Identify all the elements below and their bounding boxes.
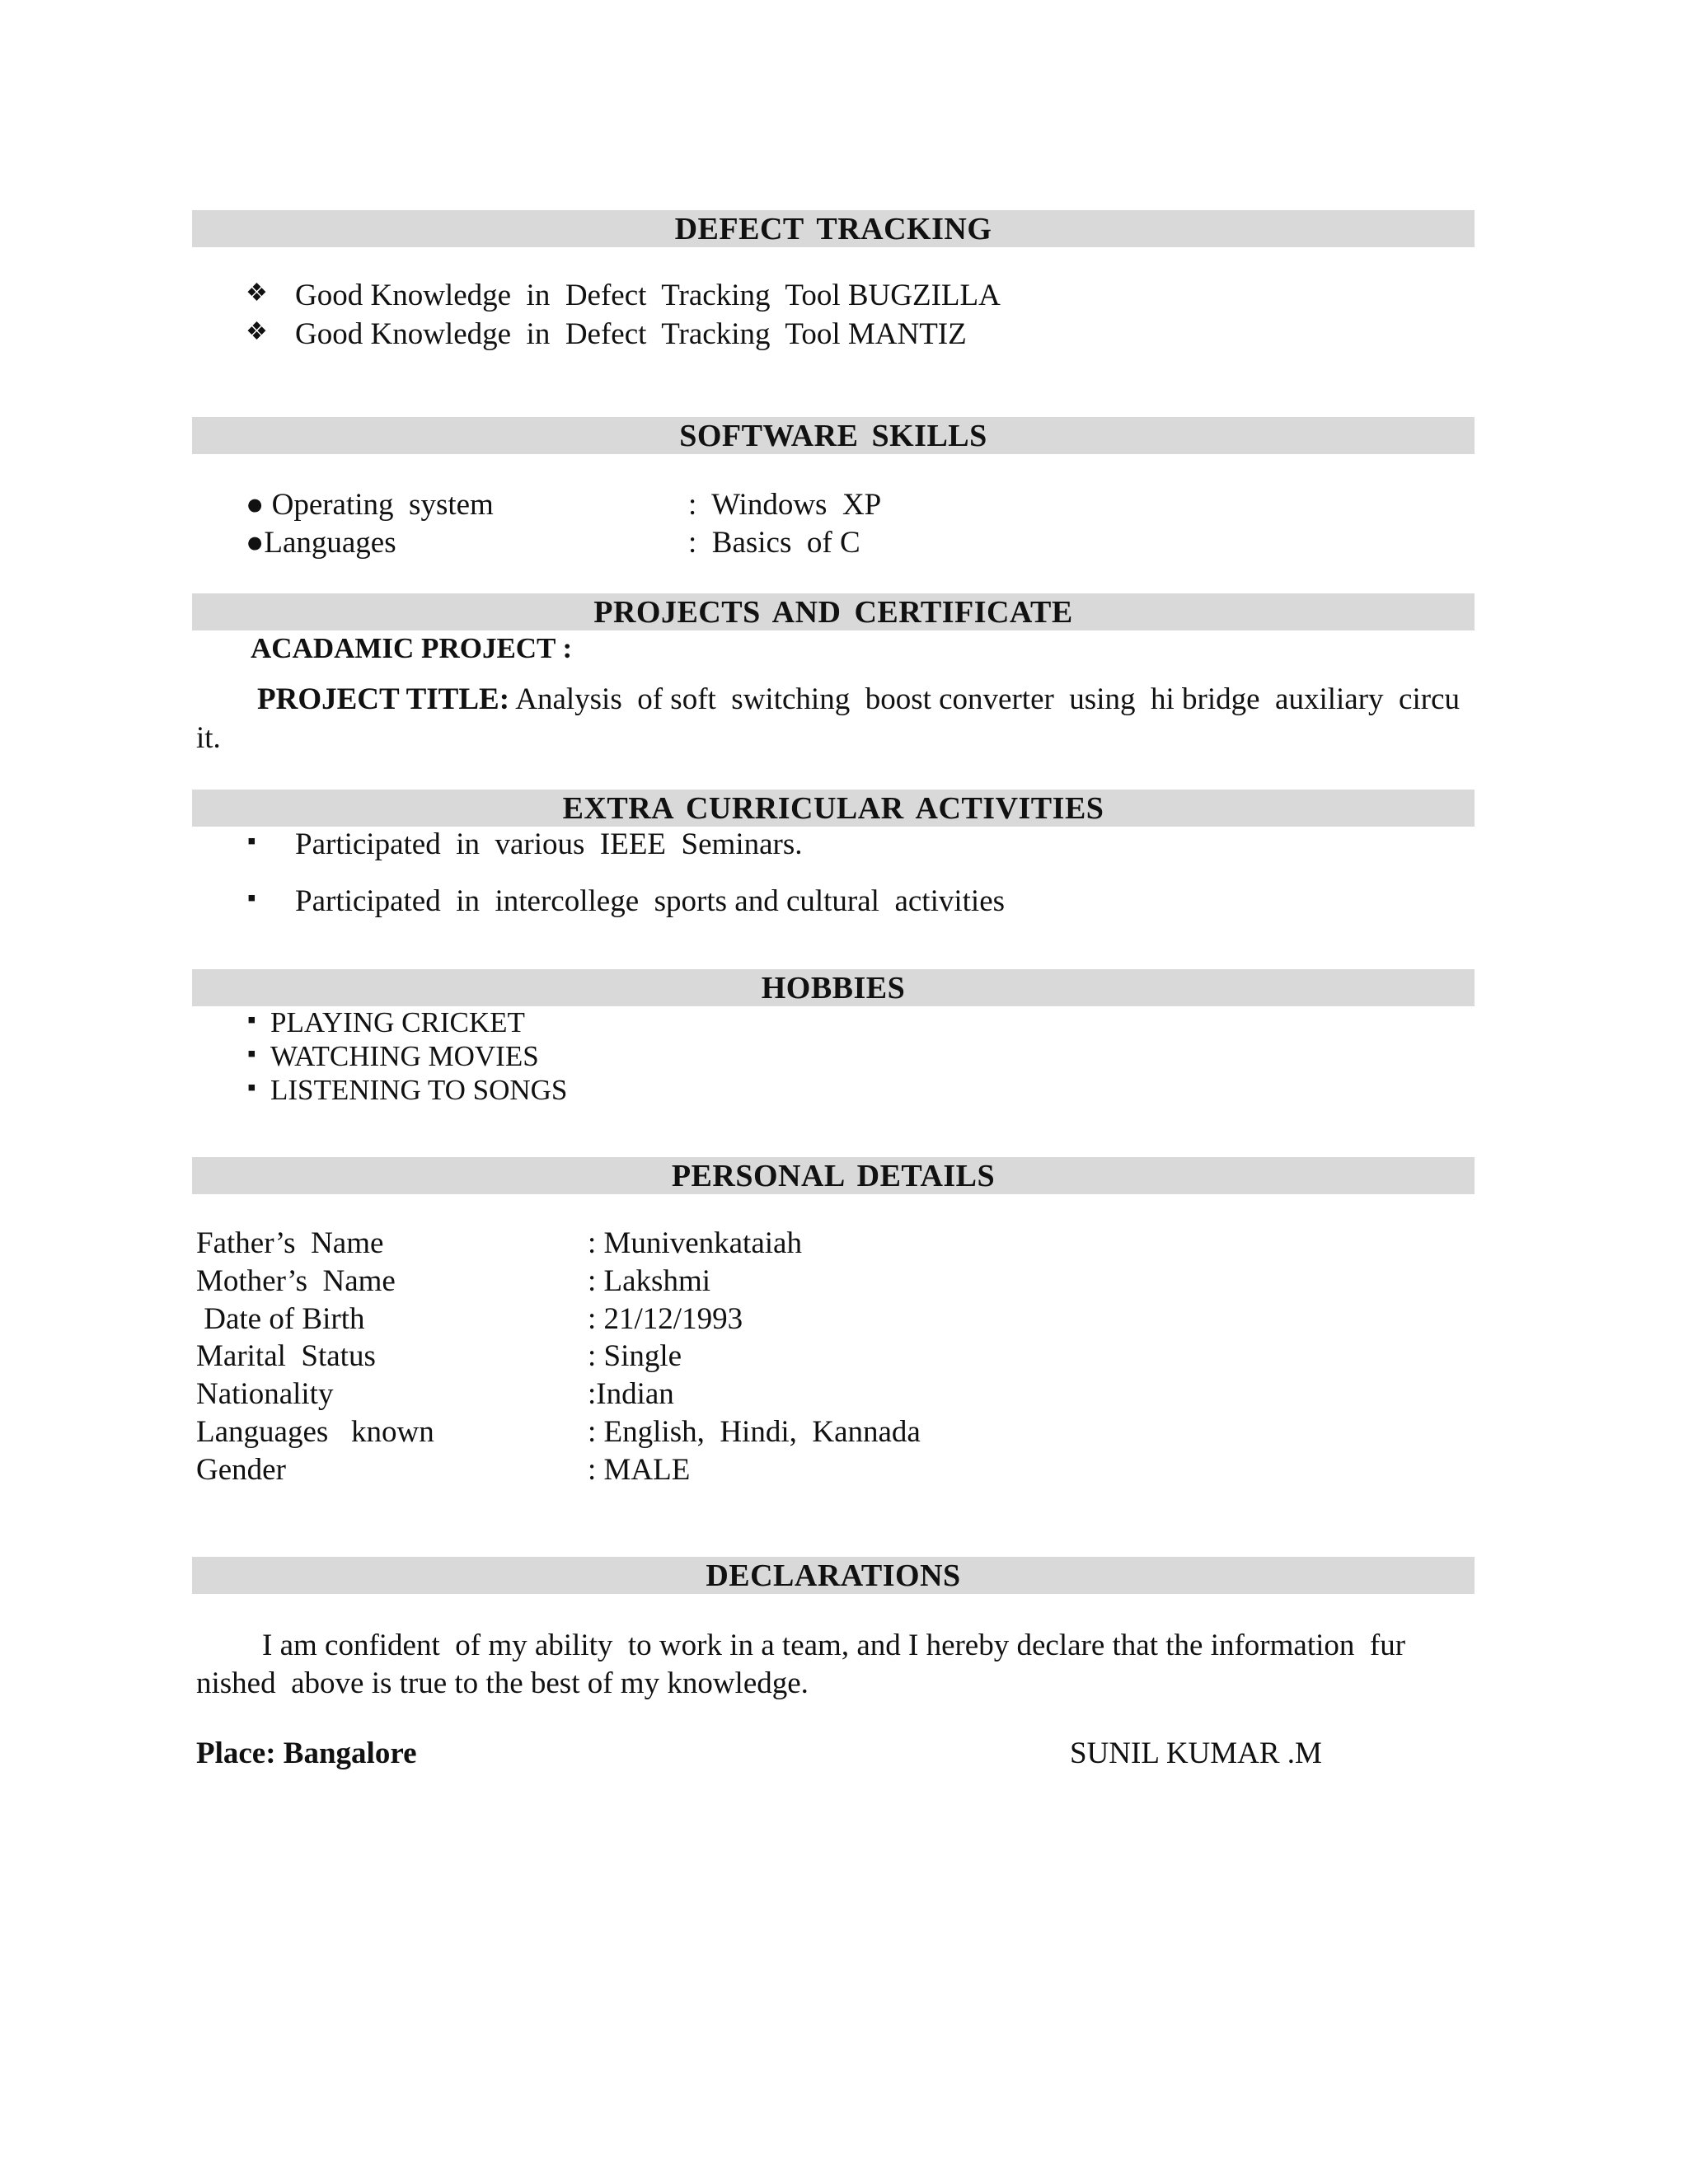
section-header-defect-tracking: DEFECT TRACKING <box>192 210 1475 247</box>
section-header-extra-curricular: EXTRA CURRICULAR ACTIVITIES <box>192 790 1475 827</box>
diamond-bullet-icon: ❖ <box>246 318 268 345</box>
detail-value: : Lakshmi <box>588 1264 711 1298</box>
signature-name: SUNIL KUMAR .M <box>1070 1736 1322 1770</box>
detail-label: Date of Birth <box>196 1302 365 1336</box>
detail-value: : English, Hindi, Kannada <box>588 1415 921 1449</box>
declaration-line-2: nished above is true to the best of my knowledge. <box>196 1666 809 1700</box>
section-header-software-skills: SOFTWARE SKILLS <box>192 417 1475 454</box>
section-header-personal-details: PERSONAL DETAILS <box>192 1157 1475 1194</box>
declaration-line-1: I am confident of my ability to work in a team, and I hereby declare that the information fur <box>262 1629 1406 1662</box>
list-item: Participated in intercollege sports and cultural activities <box>295 884 1006 918</box>
project-title-wrap: it. <box>196 721 221 755</box>
detail-value: : 21/12/1993 <box>588 1302 743 1336</box>
project-subheading: ACADAMIC PROJECT : <box>251 632 573 664</box>
detail-value: : MALE <box>588 1453 691 1487</box>
detail-value: :Indian <box>588 1377 674 1411</box>
section-header-hobbies: HOBBIES <box>192 969 1475 1006</box>
square-bullet-icon: ▪ <box>247 884 256 912</box>
detail-label: Languages known <box>196 1415 434 1449</box>
skill-value: : Windows XP <box>688 488 882 522</box>
list-item: Good Knowledge in Defect Tracking Tool BUGZILLA <box>295 279 1001 312</box>
skill-value: : Basics of C <box>688 526 860 560</box>
section-header-declarations: DECLARATIONS <box>192 1557 1475 1594</box>
list-item: WATCHING MOVIES <box>270 1040 539 1072</box>
list-item: PLAYING CRICKET <box>270 1006 525 1038</box>
square-bullet-icon: ▪ <box>247 1074 256 1101</box>
detail-label: Gender <box>196 1453 286 1487</box>
square-bullet-icon: ▪ <box>247 1040 256 1067</box>
square-bullet-icon: ▪ <box>247 827 256 855</box>
detail-value: : Munivenkataiah <box>588 1226 802 1260</box>
list-item: LISTENING TO SONGS <box>270 1074 568 1106</box>
detail-value: : Single <box>588 1339 682 1373</box>
detail-label: Father’s Name <box>196 1226 384 1260</box>
list-item: Good Knowledge in Defect Tracking Tool MANTIZ <box>295 317 967 351</box>
detail-label: Marital Status <box>196 1339 376 1373</box>
project-title-label: PROJECT TITLE: <box>257 682 510 716</box>
square-bullet-icon: ▪ <box>247 1006 256 1033</box>
skill-label: ●Languages <box>246 526 396 560</box>
project-title-text: Analysis of soft switching boost converter using hi bridge auxiliary circu <box>509 682 1460 716</box>
list-item: Participated in various IEEE Seminars. <box>295 827 803 861</box>
skill-label: ● Operating system <box>246 488 494 522</box>
detail-label: Mother’s Name <box>196 1264 396 1298</box>
diamond-bullet-icon: ❖ <box>246 279 268 307</box>
section-header-projects: PROJECTS AND CERTIFICATE <box>192 593 1475 630</box>
project-title-line <box>257 682 1460 717</box>
detail-label: Nationality <box>196 1377 334 1411</box>
place-label: Place: Bangalore <box>196 1736 417 1770</box>
